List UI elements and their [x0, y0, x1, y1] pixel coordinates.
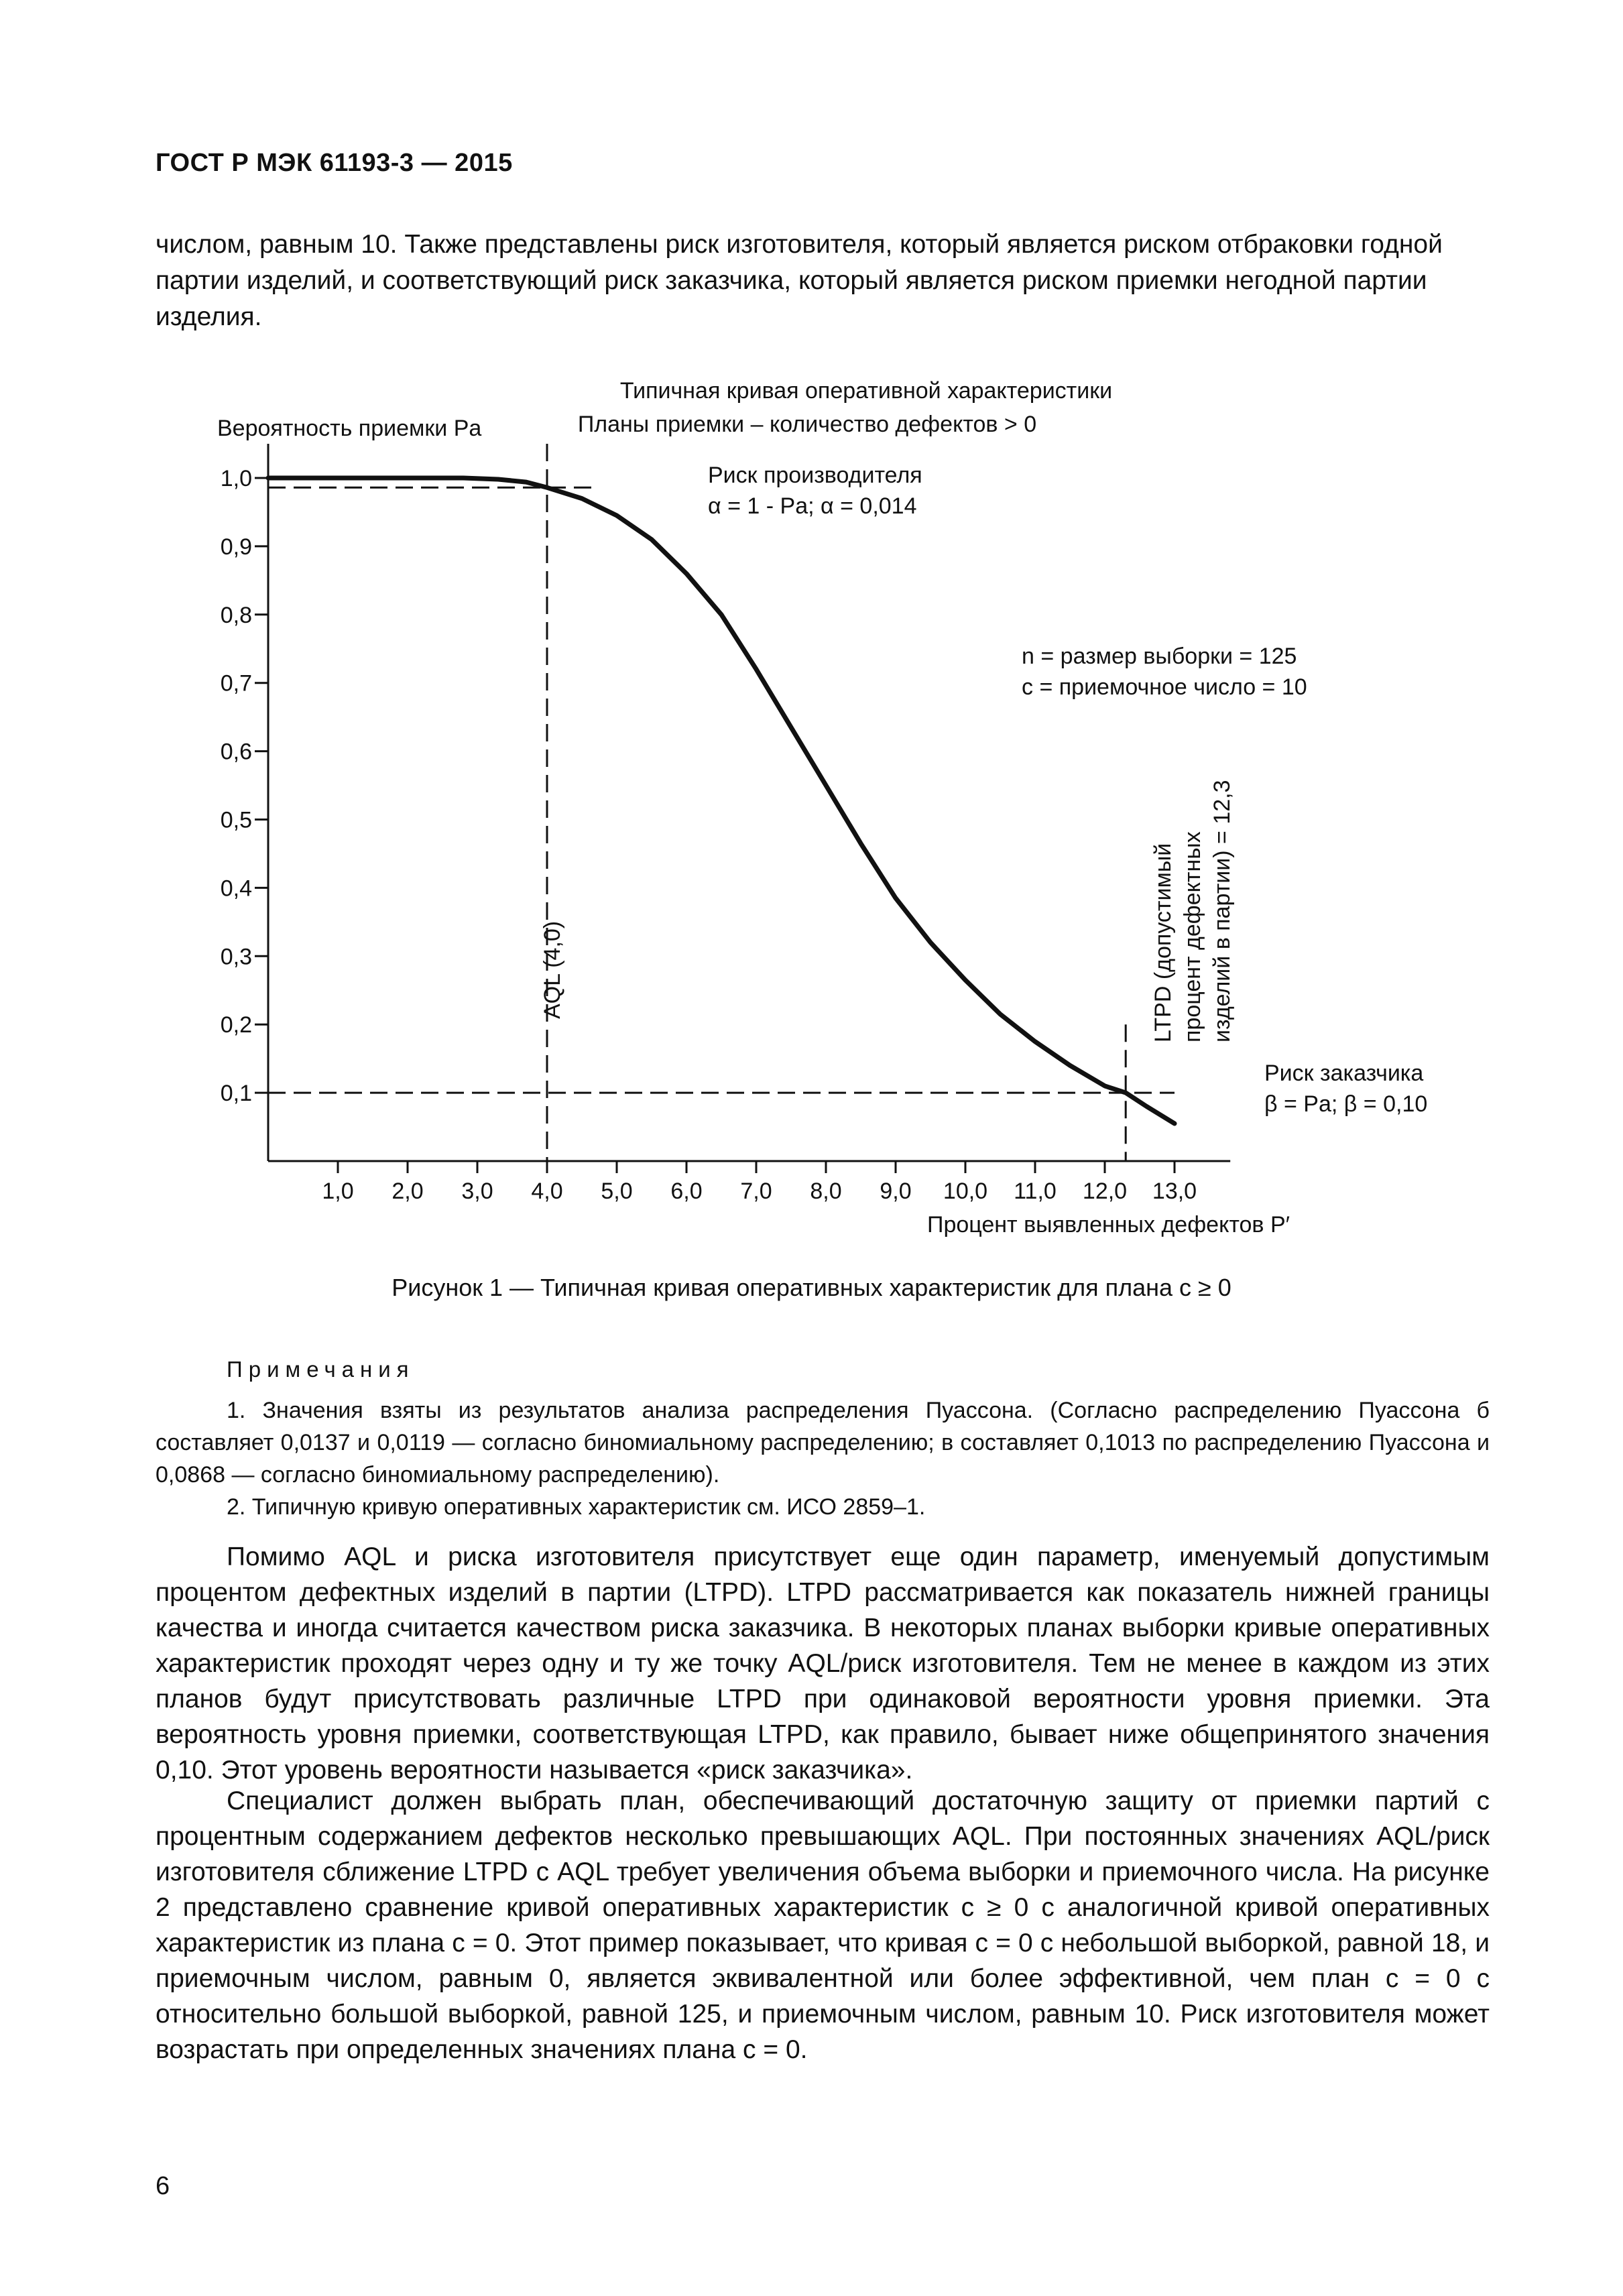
chart-title: Типичная кривая оперативной характеристики: [619, 378, 1113, 404]
x-tick-label: 11,0: [1014, 1179, 1057, 1204]
y-tick-label: 0,1: [220, 1081, 252, 1107]
body-paragraph-1: Помимо AQL и риска изготовителя присутствует еще один параметр, именуемый допустимым процентом дефектных изделий в партии (LTPD). LTPD рассматривается как показатель нижней границы качества и иногда считается качеством риска заказчика. В некоторых планах выборки кривые оперативных характеристик проходят через одну и ту же точку AQL/риск изготовителя. Тем не менее в каждом из этих планов будут присутствовать различные LTPD при одинаковой вероятности уровня приемки. Эта вероятность уровня приемки, соответствующая LTPD, как правило, бывает ниже общепринятого значения 0,10. Этот уровень вероятности называется «риск заказчика».: [156, 1543, 1490, 1785]
sample-size-label: n = размер выборки = 125: [1022, 644, 1297, 669]
series-group: [268, 478, 1175, 1124]
chart-subtitle: Планы приемки – количество дефектов > 0: [577, 412, 1037, 437]
x-tick-label: 7,0: [740, 1179, 772, 1204]
x-tick-label: 8,0: [810, 1179, 842, 1204]
acceptance-number-label: c = приемочное число = 10: [1022, 674, 1307, 700]
x-tick-label: 1,0: [322, 1179, 354, 1204]
x-tick-label: 12,0: [1082, 1179, 1128, 1204]
y-tick-label: 0,2: [220, 1012, 252, 1038]
producer-risk-title: Риск производителя: [708, 463, 922, 488]
note-2: 2. Типичную кривую оперативных характеристик см. ИСО 2859–1.: [227, 1494, 926, 1520]
x-tick-label: 3,0: [461, 1179, 493, 1204]
consumer-risk-title: Риск заказчика: [1264, 1061, 1424, 1086]
producer-risk-formula: α = 1 - Pa; α = 0,014: [708, 493, 917, 519]
x-tick-label: 4,0: [531, 1179, 563, 1204]
chart-axes: [268, 444, 1230, 1161]
y-tick-label: 0,6: [220, 739, 252, 765]
x-tick-label: 10,0: [943, 1179, 988, 1204]
body-paragraph-2: Специалист должен выбрать план, обеспечивающий достаточную защиту от приемки партий с процентным содержанием дефектов несколько превышающих AQL. При постоянных значениях AQL/риск изготовителя сближение LTPD с AQL требует увеличения объема выборки и приемочного числа. На рисунке 2 представлено сравнение кривой оперативных характеристик c ≥ 0 с аналогичной кривой оперативных характеристик из плана c = 0. Этот пример показывает, что кривая c = 0 с небольшой выборкой, равной 18, и приемочным числом, равным 0, является эквивалентной или более эффективной, чем план c = 0 с относительно большой выборкой, равной 125, и приемочным числом, равным 10. Риск изготовителя может возрастать при определенных значениях плана c = 0.: [156, 1787, 1490, 2064]
x-tick-label: 2,0: [392, 1179, 424, 1204]
y-tick-label: 0,7: [220, 670, 252, 697]
oc-curve-line: [268, 478, 1175, 1124]
y-tick-label: 0,9: [220, 534, 252, 560]
y-tick-label: 0,4: [220, 875, 252, 902]
x-axis-label: Процент выявленных дефектов P′: [927, 1212, 1290, 1237]
reference-lines: [268, 444, 1175, 1161]
y-tick-label: 0,8: [220, 602, 252, 628]
aql-label: AQL (4,0): [540, 920, 565, 1019]
ltpd-label-line1: LTPD (допустимый: [1150, 843, 1176, 1042]
page-number: 6: [156, 2172, 170, 2200]
x-tick-label: 6,0: [670, 1179, 703, 1204]
y-axis-label: Вероятность приемки Pa: [217, 416, 482, 441]
y-tick-label: 0,5: [220, 807, 252, 833]
note-1: 1. Значения взяты из результатов анализа распределения Пуассона. (Согласно распределению Пуассона б составляет 0,0137 и 0,0119 — согласно биномиальному распределению; в составляет 0,1013 по распределению Пуассона и 0,0868 — согласно биномиальному распределению).: [156, 1398, 1490, 1488]
ltpd-label-line3: изделий в партии) = 12,3: [1209, 780, 1235, 1042]
notes-heading: Примечания: [227, 1357, 415, 1382]
x-tick-label: 5,0: [601, 1179, 633, 1204]
x-tick-label: 9,0: [880, 1179, 912, 1204]
y-tick-label: 1,0: [220, 466, 252, 491]
x-tick-label: 13,0: [1152, 1179, 1197, 1204]
y-tick-label: 0,3: [220, 944, 252, 970]
document-header: ГОСТ Р МЭК 61193-3 — 2015: [156, 149, 513, 177]
intro-paragraph: числом, равным 10. Также представлены риск изготовителя, который является риском отбраковки годной партии изделий, и соответствующий риск заказчика, который является риском приемки негодной партии изделия.: [156, 230, 1443, 331]
consumer-risk-formula: β = Pa; β = 0,10: [1264, 1091, 1428, 1117]
ltpd-label-line2: процент дефектных: [1180, 831, 1205, 1042]
figure-caption: Рисунок 1 — Типичная кривая оперативных характеристик для плана c ≥ 0: [392, 1274, 1231, 1301]
